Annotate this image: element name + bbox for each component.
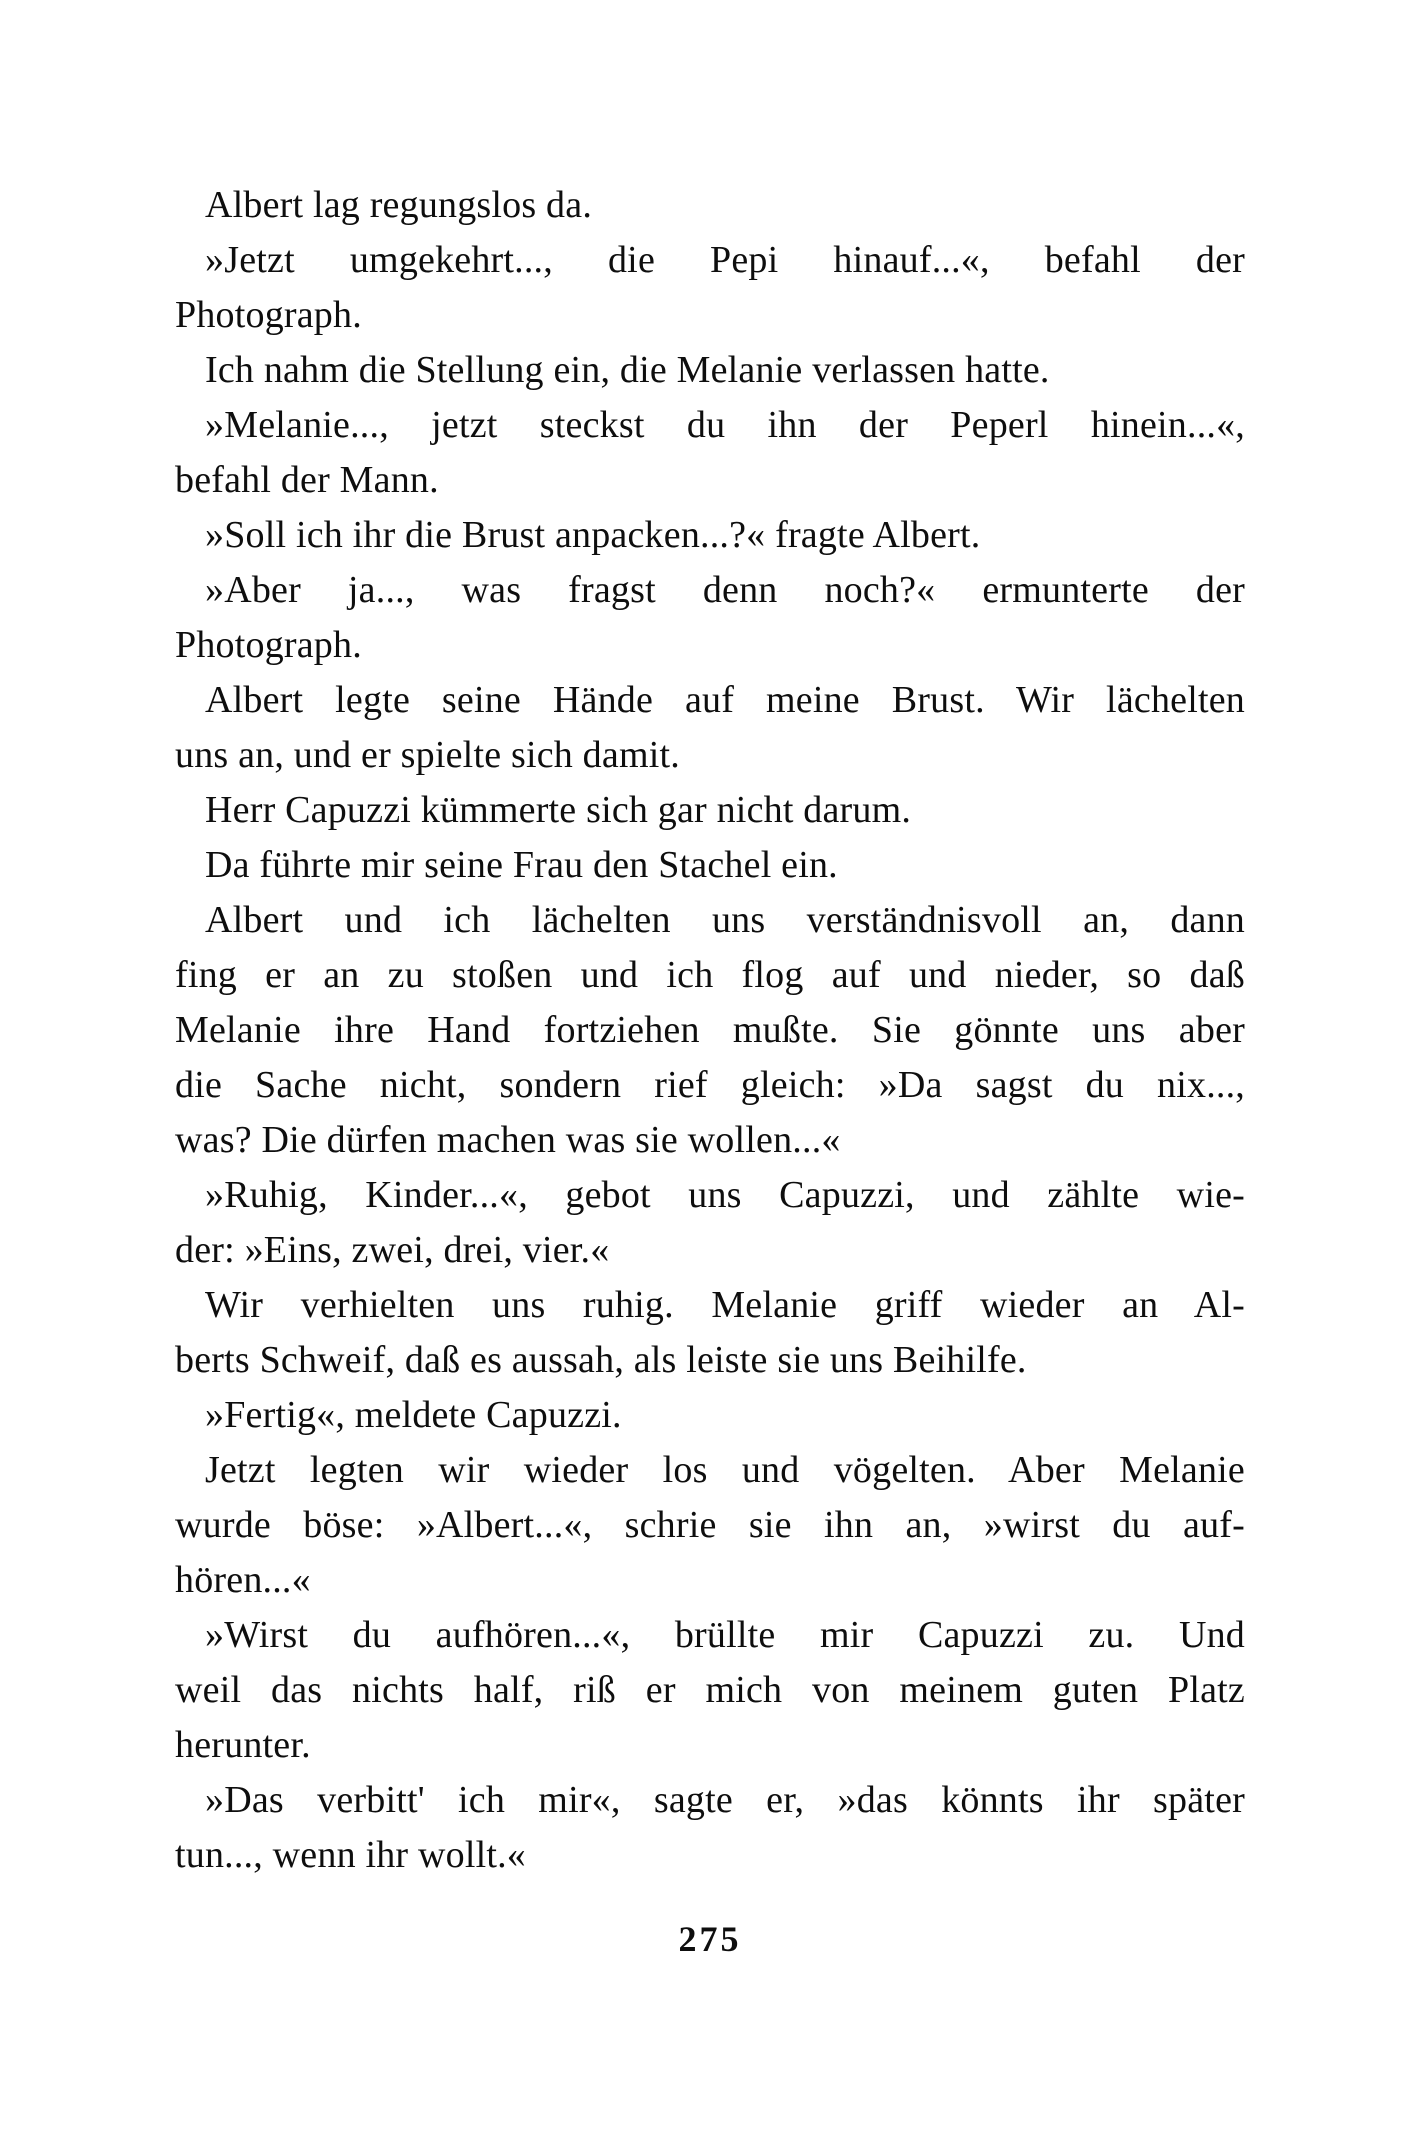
text-line: Herr Capuzzi kümmerte sich gar nicht darum. (205, 789, 912, 831)
text-line: »Wirst du aufhören...«, brüllte mir Capuzzi zu. Und (205, 1614, 1245, 1656)
text-line: Albert legte seine Hände auf meine Brust. Wir lächelten (205, 679, 1245, 721)
text-line: »Ruhig, Kinder...«, gebot uns Capuzzi, und zählte wie- (205, 1174, 1245, 1216)
page-number: 275 (678, 1919, 742, 1959)
text-line: Jetzt legten wir wieder los und vögelten. Aber Melanie (205, 1449, 1245, 1491)
text-line: hören...« (175, 1559, 311, 1601)
text-line: die Sache nicht, sondern rief gleich: »Da sagst du nix..., (175, 1064, 1245, 1106)
text-line: Da führte mir seine Frau den Stachel ein. (205, 844, 838, 886)
text-line: was? Die dürfen machen was sie wollen...« (175, 1119, 841, 1161)
page-text-block (175, 178, 1245, 1883)
text-line: Albert lag regungslos da. (205, 184, 593, 226)
text-line: herunter. (175, 1724, 311, 1766)
text-line: Ich nahm die Stellung ein, die Melanie verlassen hatte. (205, 349, 1050, 391)
text-line: »Jetzt umgekehrt..., die Pepi hinauf...«, befahl der (205, 239, 1245, 281)
text-line: Melanie ihre Hand fortziehen mußte. Sie gönnte uns aber (175, 1009, 1245, 1051)
text-line: befahl der Mann. (175, 459, 439, 501)
text-line: »Das verbitt' ich mir«, sagte er, »das könnts ihr später (205, 1779, 1245, 1821)
text-line: »Soll ich ihr die Brust anpacken...?« fragte Albert. (205, 514, 981, 556)
text-line: wurde böse: »Albert...«, schrie sie ihn an, »wirst du auf- (175, 1504, 1245, 1546)
text-line: berts Schweif, daß es aussah, als leiste sie uns Beihilfe. (175, 1339, 1027, 1381)
text-line: Photograph. (175, 624, 362, 666)
text-line: tun..., wenn ihr wollt.« (175, 1834, 526, 1876)
text-line: Photograph. (175, 294, 362, 336)
text-line: »Fertig«, meldete Capuzzi. (205, 1394, 622, 1436)
text-line: weil das nichts half, riß er mich von meinem guten Platz (175, 1669, 1245, 1711)
text-line: »Melanie..., jetzt steckst du ihn der Peperl hinein...«, (205, 404, 1245, 446)
text-line: »Aber ja..., was fragst denn noch?« ermunterte der (205, 569, 1245, 611)
text-line: der: »Eins, zwei, drei, vier.« (175, 1229, 610, 1271)
text-line: Wir verhielten uns ruhig. Melanie griff wieder an Al- (205, 1284, 1245, 1326)
text-line: fing er an zu stoßen und ich flog auf und nieder, so daß (175, 954, 1245, 996)
text-line: uns an, und er spielte sich damit. (175, 734, 680, 776)
text-line: Albert und ich lächelten uns verständnisvoll an, dann (205, 899, 1245, 941)
